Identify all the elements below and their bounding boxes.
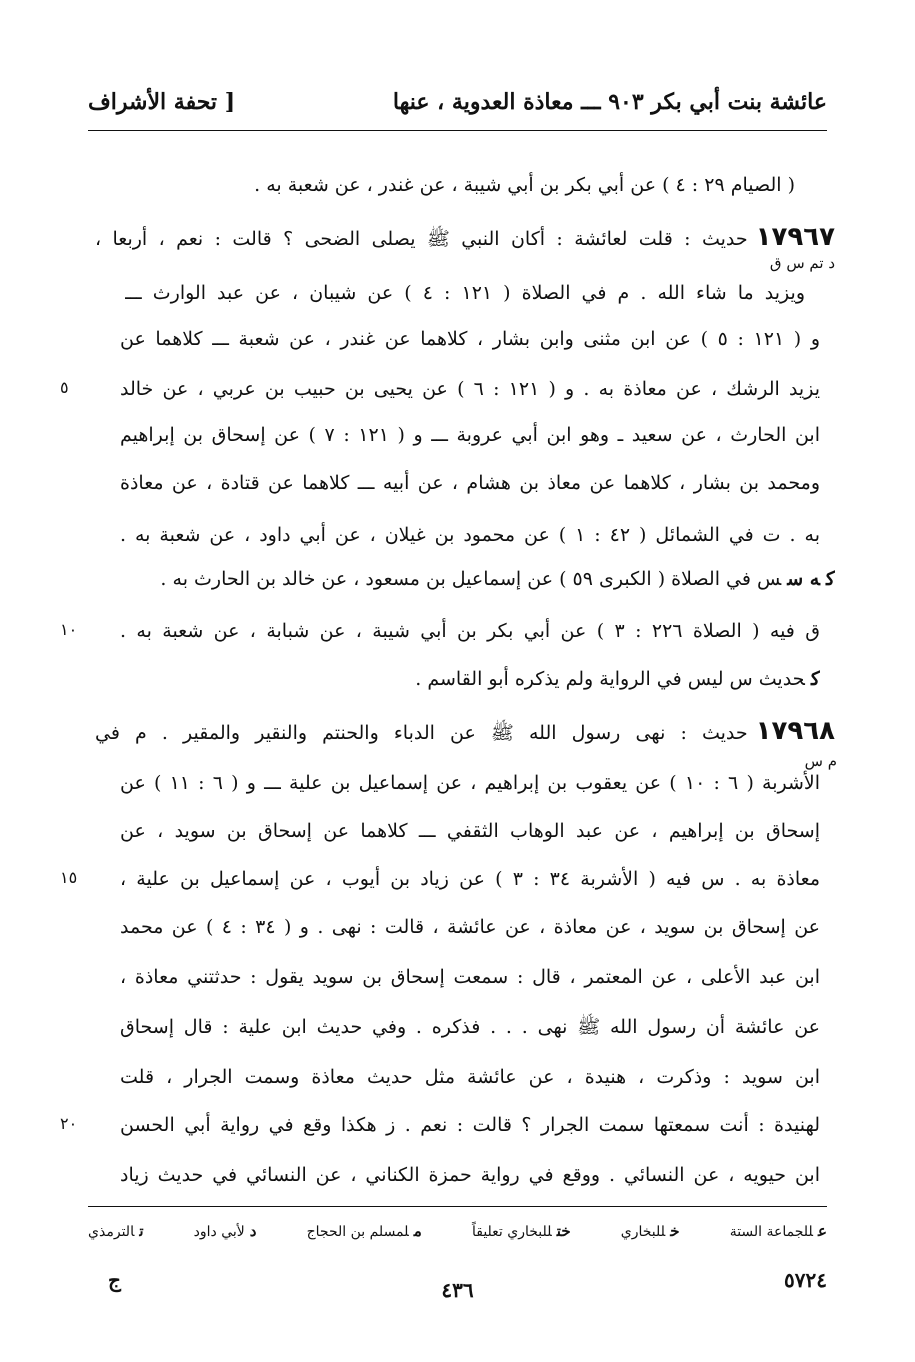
text-line-18: عن عائشة أن رسول الله ﷺ نهى . . . فذكره . وفي حديث ابن علية : قال إسحاق — [120, 1016, 820, 1038]
text-line-21: ابن حيويه ، عن النسائي . ووقع في رواية حمزة الكناني ، عن النسائي في حديث زياد — [120, 1164, 820, 1186]
text-line-11: كحديث س ليس في الرواية ولم يذكره أبو القاسم . — [415, 668, 820, 690]
header-title-left: [ تحفة الأشراف — [88, 89, 236, 115]
siglum-kaf-2: ك — [810, 668, 820, 690]
text-line-8: به . ت في الشمائل ( ٤٢ : ١ ) عن محمود بن غيلان ، عن أبي داود ، عن شعبة به . — [120, 524, 820, 546]
footer-rule — [88, 1206, 827, 1207]
text-line-14: إسحاق بن إبراهيم ، عن عبد الوهاب الثقفي ـــ كلاهما عن إسحاق بن سويد ، عن — [120, 820, 820, 842]
text-line-10: ق فيه ( الصلاة ٢٢٦ : ٣ ) عن أبي بكر بن أبي شيبة ، عن شبابة ، عن شعبة به . — [120, 620, 820, 642]
text-line-7: ومحمد بن بشار ، كلاهما عن معاذ بن هشام ، عن أبيه ـــ كلاهما عن قتادة ، عن معاذة — [120, 472, 820, 494]
sigla-legend — [88, 1222, 827, 1252]
hadith-number-17968: ١٧٩٦٨ — [755, 716, 835, 746]
line-number-15: ١٥ — [60, 868, 78, 887]
page-number: ٤٣٦ — [441, 1278, 474, 1302]
text-line-19: ابن سويد : وذكرت ، هنيدة ، عن عائشة مثل حديث معاذة وسمت الجرار ، قلت — [120, 1066, 820, 1088]
header-rule — [88, 130, 827, 131]
hadith-number-17967: ١٧٩٦٧ — [755, 222, 835, 252]
legend-item: دلأبي داود — [193, 1222, 257, 1240]
signature-mark: ج — [108, 1268, 121, 1292]
line-number-10: ١٠ — [60, 620, 78, 639]
header-title-right: عائشة بنت أبي بكر ٩٠٣ ـــ معاذة العدوية ، عنها — [392, 89, 827, 115]
line-number-20: ٢٠ — [60, 1114, 78, 1133]
margin-sigla-17967: د تم س ق — [769, 254, 835, 272]
legend-item: ملمسلم بن الحجاج — [306, 1222, 422, 1240]
hadith-17968-first-line: ١٧٩٦٨حديث : نهى رسول الله ﷺ عن الدباء والحنتم والنقير والمقير . م في — [95, 716, 835, 746]
text-line-1: ( الصيام ٢٩ : ٤ ) عن أبي بكر بن أبي شيبة ، عن غندر ، عن شعبة به . — [254, 174, 795, 196]
margin-sigla-17968: م س — [804, 752, 837, 770]
text-line-3: ويزيد ما شاء الله . م في الصلاة ( ١٢١ : ٤ ) عن شيبان ، عن عبد الوارث ـــ — [125, 282, 805, 304]
text-line-5: يزيد الرشك ، عن معاذة به . و ( ١٢١ : ٦ ) عن يحيى بن حبيب بن عربي ، عن خالد — [120, 378, 820, 400]
text-line-13: الأشربة ( ٦ : ١٠ ) عن يعقوب بن إبراهيم ، عن إسماعيل بن علية ـــ و ( ٦ : ١١ ) عن — [120, 772, 820, 794]
hadith-17967-first-line: ١٧٩٦٧حديث : قلت لعائشة : أكان النبي ﷺ يصلى الضحى ؟ قالت : نعم ، أربعا ، — [95, 222, 835, 252]
page-footer — [88, 1268, 827, 1302]
text-line-17: ابن عبد الأعلى ، عن المعتمر ، قال : سمعت إسحاق بن سويد يقول : حدثتني معاذة ، — [120, 966, 820, 988]
text-line-9: كه سس في الصلاة ( الكبرى ٥٩ ) عن إسماعيل بن مسعود ، عن خالد بن الحارث به . — [160, 568, 835, 590]
text-line-6: ابن الحارث ، عن سعيد ـ وهو ابن أبي عروبة ـــ و ( ١٢١ : ٧ ) عن إسحاق بن إبراهيم — [120, 424, 820, 446]
line-number-5: ٥ — [60, 378, 69, 397]
text-line-15: معاذة به . س فيه ( الأشربة ٣٤ : ٣ ) عن زياد بن أيوب ، عن إسماعيل بن علية ، — [120, 868, 820, 890]
text-line-16: عن إسحاق بن سويد ، عن معاذة ، عن عائشة ، قالت : نهى . و ( ٣٤ : ٤ ) عن محمد — [120, 916, 820, 938]
legend-item: ختللبخاري تعليقاً — [471, 1222, 571, 1240]
legend-item: خللبخاري — [620, 1222, 680, 1240]
legend-item: عللجماعة الستة — [729, 1222, 827, 1240]
hadith-serial-number: ٥٧٢٤ — [784, 1268, 827, 1292]
legend-item: تالترمذي — [88, 1222, 144, 1240]
text-line-4: و ( ١٢١ : ٥ ) عن ابن مثنى وابن بشار ، كلاهما عن غندر ، عن شعبة ـــ كلاهما عن — [120, 328, 820, 350]
text-line-20: لهنيدة : أنت سمعتها سمت الجرار ؟ قالت : نعم . ز هكذا وقع في رواية أبي الحسن — [120, 1114, 820, 1136]
running-header — [88, 82, 827, 122]
siglum-kaf: ك — [825, 568, 835, 590]
